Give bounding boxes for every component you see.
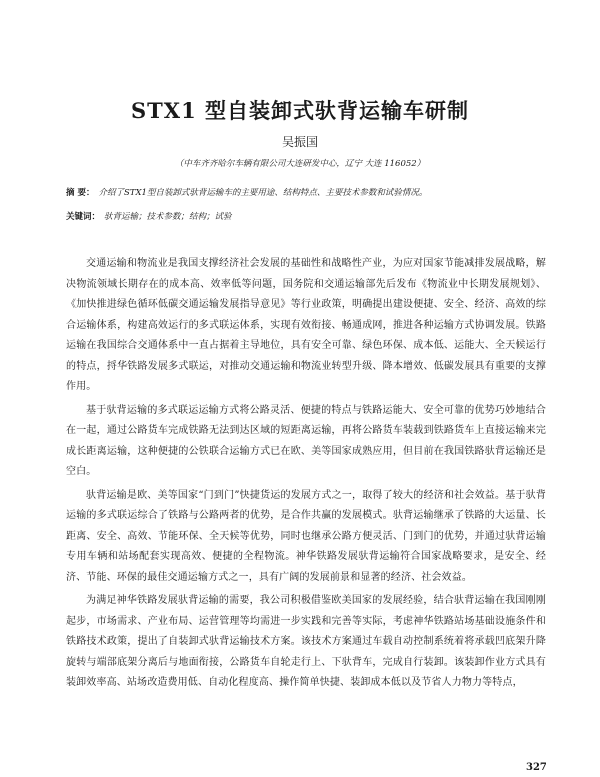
- page-number: 327: [526, 762, 547, 773]
- keywords-text: 驮背运输；技术参数；结构；试验: [104, 212, 232, 222]
- keywords: [66, 210, 546, 222]
- body-text: [66, 254, 546, 697]
- paragraph-1: 交通运输和物流业是我国支撑经济社会发展的基础性和战略性产业，为应对国家节能减排发展战略，解决物流领域长期存在的成本高、效率低等问题，国务院和交通运输部先后发布《物流业中长期发展规划》、《加快推进绿色循环低碳交通运输发展指导意见》等行业政策，明确提出建设便捷、安全、经济、高效的综合运输体系，构建高效运行的多式联运体系，实现有效衔接、畅通成网，推进各种运输方式协调发展。铁路运输在我国综合交通体系中一直占据着主导地位，具有安全可靠、绿色环保、成本低、运能大、全天候运行的特点，捋华铁路发展多式联运，对推动交通运输和物流业转型升级、降本增效、低碳发展具有重要的支撑作用。: [66, 258, 546, 392]
- abstract: [66, 186, 546, 198]
- paragraph-3: 驮背运输是欧、美等国家“门到门”快捷货运的发展方式之一，取得了较大的经济和社会效益。基于驮背运输的多式联运综合了铁路与公路两者的优势，是合作共赢的发展模式。驮背运输继承了铁路的大运量、长距离、安全、高效、节能环保、全天候等优势，同时也继承公路方便灵活、门到门的优势，并通过驮背运输专用车辆和站场配套实现高效、便捷的全程物流。神华铁路发展驮背运输符合国家战略要求，是安全、经济、节能、环保的最佳交通运输方式之一，具有广阔的发展前景和显著的经济、社会效益。: [66, 489, 546, 583]
- paragraph-2: 基于驮背运输的多式联运运输方式将公路灵活、便捷的特点与铁路运能大、安全可靠的优势巧妙地结合在一起，通过公路货车完成铁路无法到达区域的短距离运输，再将公路货车装载到铁路货车上直接运输来完成长距离运输，这种便捷的公铁联合运输方式已在欧、美等国家成熟应用，但目前在我国铁路驮背运输还是空白。: [66, 404, 546, 477]
- author-name: 吴振国: [281, 135, 318, 149]
- paragraph-4: 为满足神华铁路发展驮背运输的需要，我公司积极借鉴欧美国家的发展经验，结合驮背运输在我国刚刚起步，市场需求、产业布局、运营管理等均需进一步实践和完善等实际，考虑神华铁路站场基础设施条件和铁路技术政策，提出了自装卸式驮背运输技术方案。该技术方案通过车载自动控制系统着将承载凹底架升降旋转与端部底架分离后与地面衔接，公路货车自轮走行上、下驮背车，完成自行装卸。该装卸作业方式具有装卸效率高、站场改造费用低、自动化程度高、操作简单快捷、装卸成本低以及节省人力物力等特点，: [66, 595, 546, 688]
- author-affiliation: （中车齐齐哈尔车辆有限公司大连研发中心，辽宁 大连 116052）: [174, 159, 426, 169]
- abstract-label: 摘 要：: [66, 188, 95, 198]
- paper-title: STX1 型自装卸式驮背运输车研制: [130, 98, 469, 123]
- abstract-text: 介绍了STX1型自装卸式驮背运输车的主要用途、结构特点、主要技术参数和试验情况。: [98, 188, 428, 198]
- keywords-label: 关键词：: [66, 212, 101, 222]
